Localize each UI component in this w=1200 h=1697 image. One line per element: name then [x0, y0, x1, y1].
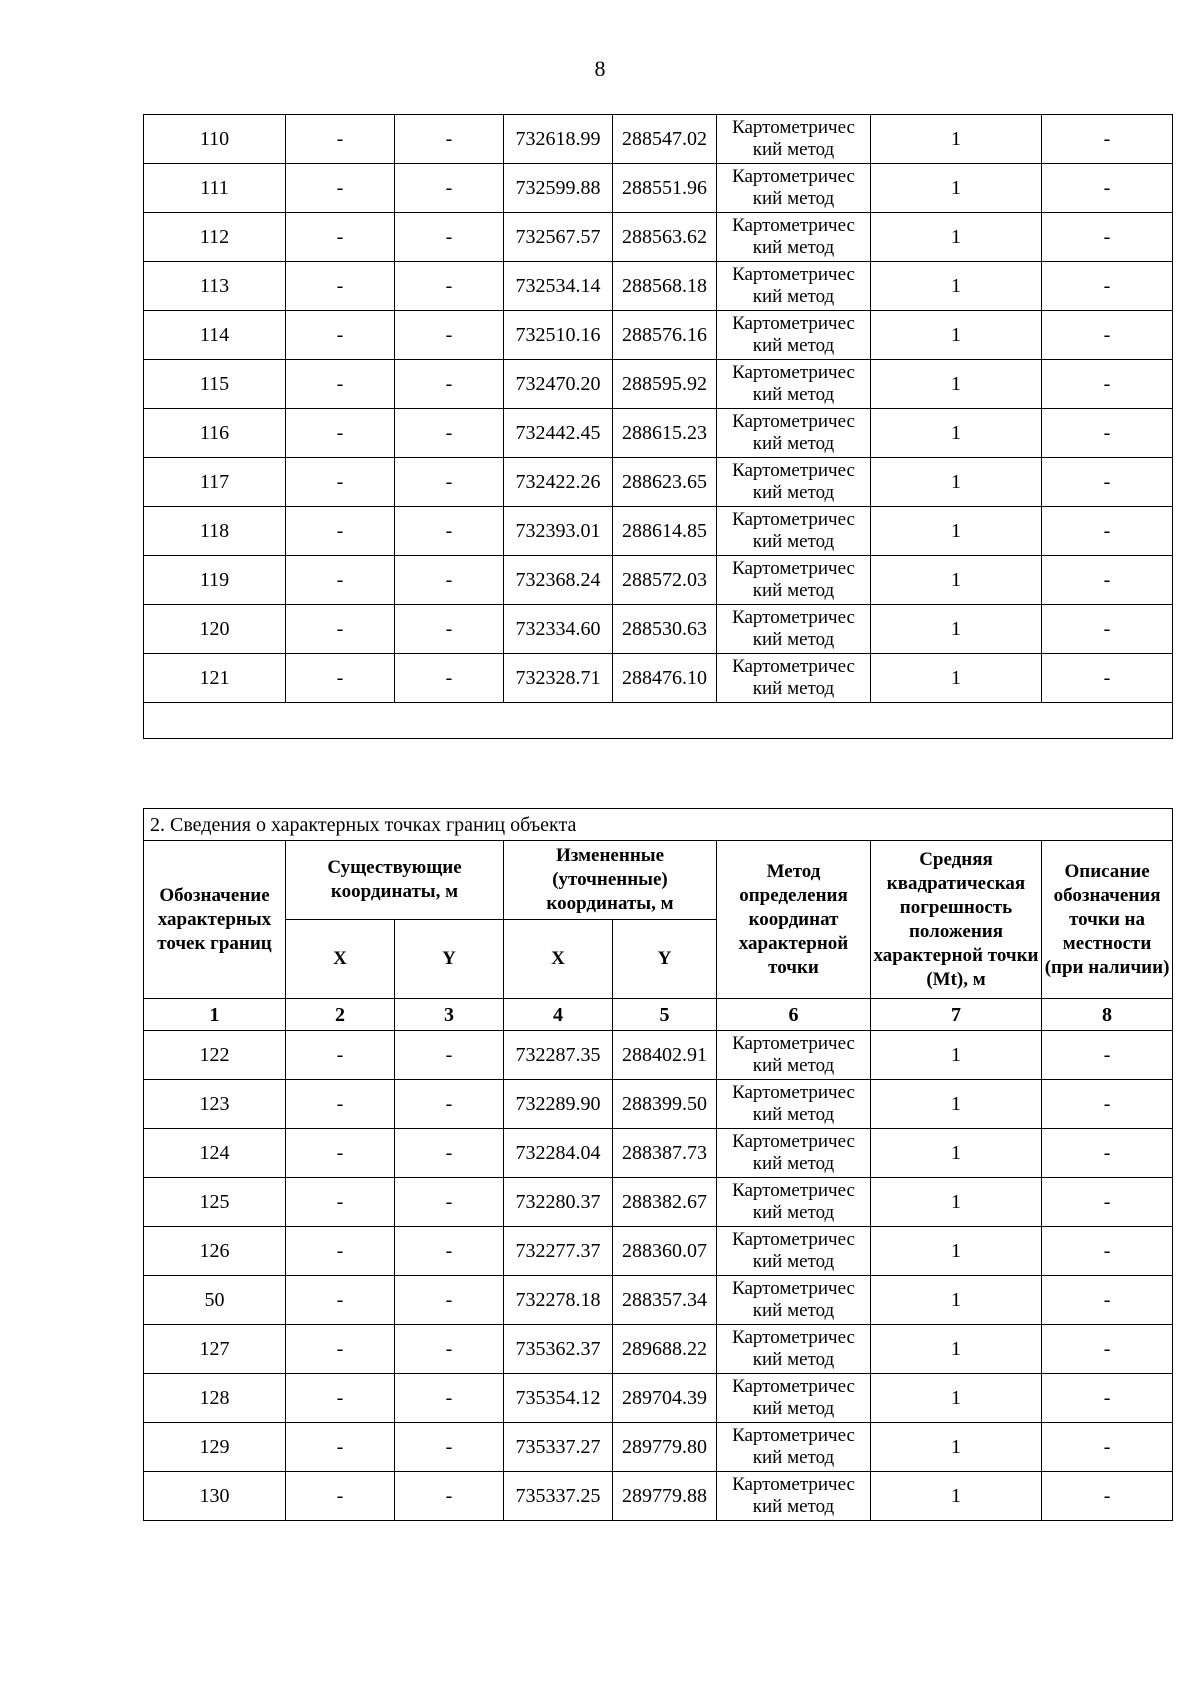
cell-point: 124: [144, 1129, 286, 1178]
cell-y: 288382.67: [613, 1178, 717, 1227]
cell-point: 112: [144, 213, 286, 262]
method-line: кий метод: [752, 237, 835, 258]
column-number: 8: [1042, 999, 1173, 1031]
table-row: [144, 311, 1173, 360]
cell-point: 119: [144, 556, 286, 605]
cell-mt: 1: [871, 115, 1042, 164]
cell-y: 288576.16: [613, 311, 717, 360]
table-row: [144, 507, 1173, 556]
cell-existing-x: -: [286, 1374, 395, 1423]
method-line: Картометричес: [732, 264, 855, 285]
cell-description: -: [1042, 1325, 1173, 1374]
cell-mt: 1: [871, 1080, 1042, 1129]
cell-existing-y: -: [395, 164, 504, 213]
column-number: 2: [286, 999, 395, 1031]
cell-existing-y: -: [395, 1178, 504, 1227]
cell-point: 121: [144, 654, 286, 703]
table-row: [144, 1423, 1173, 1472]
cell-existing-x: -: [286, 556, 395, 605]
cell-mt: 1: [871, 360, 1042, 409]
cell-description: -: [1042, 605, 1173, 654]
cell-existing-y: -: [395, 262, 504, 311]
cell-method: [717, 360, 871, 409]
method-line: Картометричес: [732, 607, 855, 628]
cell-x: 732334.60: [504, 605, 613, 654]
table-row: [144, 654, 1173, 703]
method-line: кий метод: [752, 1447, 835, 1468]
coordinates-table-continued: [143, 114, 1173, 739]
cell-point: 113: [144, 262, 286, 311]
cell-x: 732599.88: [504, 164, 613, 213]
cell-description: -: [1042, 1276, 1173, 1325]
cell-description: -: [1042, 262, 1173, 311]
method-line: Картометричес: [732, 1180, 855, 1201]
cell-point: 50: [144, 1276, 286, 1325]
cell-existing-x: -: [286, 1227, 395, 1276]
cell-point: 118: [144, 507, 286, 556]
cell-y: 288572.03: [613, 556, 717, 605]
cell-mt: 1: [871, 311, 1042, 360]
column-number: 7: [871, 999, 1042, 1031]
method-line: кий метод: [752, 1251, 835, 1272]
cell-existing-y: -: [395, 507, 504, 556]
cell-method: [717, 605, 871, 654]
method-line: кий метод: [752, 1349, 835, 1370]
cell-x: 732510.16: [504, 311, 613, 360]
header-description: Описание обозначения точки на местности (при наличии): [1042, 841, 1173, 999]
cell-mt: 1: [871, 1374, 1042, 1423]
cell-x: 732442.45: [504, 409, 613, 458]
table-row: [144, 360, 1173, 409]
cell-existing-y: -: [395, 360, 504, 409]
cell-y: 288615.23: [613, 409, 717, 458]
cell-point: 123: [144, 1080, 286, 1129]
cell-existing-y: -: [395, 458, 504, 507]
cell-point: 126: [144, 1227, 286, 1276]
cell-point: 116: [144, 409, 286, 458]
cell-description: -: [1042, 1374, 1173, 1423]
cell-existing-y: -: [395, 1031, 504, 1080]
cell-existing-x: -: [286, 311, 395, 360]
cell-y: 289688.22: [613, 1325, 717, 1374]
cell-point: 125: [144, 1178, 286, 1227]
method-line: Картометричес: [732, 1082, 855, 1103]
header-changed-coords: Измененные (уточненные) координаты, м: [504, 841, 717, 920]
cell-description: -: [1042, 507, 1173, 556]
table-row: [144, 1178, 1173, 1227]
cell-x: 735362.37: [504, 1325, 613, 1374]
cell-y: 289779.80: [613, 1423, 717, 1472]
cell-point: 117: [144, 458, 286, 507]
cell-existing-x: -: [286, 1423, 395, 1472]
cell-x: 732328.71: [504, 654, 613, 703]
column-number: 3: [395, 999, 504, 1031]
cell-x: 732393.01: [504, 507, 613, 556]
method-line: кий метод: [752, 433, 835, 454]
table-row: [144, 1031, 1173, 1080]
cell-x: 735354.12: [504, 1374, 613, 1423]
cell-method: [717, 1129, 871, 1178]
table-row: [144, 115, 1173, 164]
cell-existing-y: -: [395, 1129, 504, 1178]
cell-y: 288402.91: [613, 1031, 717, 1080]
cell-existing-y: -: [395, 409, 504, 458]
cell-mt: 1: [871, 605, 1042, 654]
table-row: [144, 262, 1173, 311]
cell-x: 732618.99: [504, 115, 613, 164]
table-row: [144, 556, 1173, 605]
cell-x: 732289.90: [504, 1080, 613, 1129]
cell-x: 735337.25: [504, 1472, 613, 1521]
cell-y: 288399.50: [613, 1080, 717, 1129]
method-line: Картометричес: [732, 460, 855, 481]
cell-existing-x: -: [286, 262, 395, 311]
cell-y: 288563.62: [613, 213, 717, 262]
cell-description: -: [1042, 115, 1173, 164]
cell-y: 288595.92: [613, 360, 717, 409]
cell-method: [717, 1178, 871, 1227]
cell-existing-y: -: [395, 1276, 504, 1325]
cell-y: 288530.63: [613, 605, 717, 654]
cell-existing-x: -: [286, 164, 395, 213]
cell-method: [717, 311, 871, 360]
cell-existing-y: -: [395, 1325, 504, 1374]
cell-method: [717, 115, 871, 164]
cell-y: 288387.73: [613, 1129, 717, 1178]
cell-existing-y: -: [395, 605, 504, 654]
cell-description: -: [1042, 1178, 1173, 1227]
cell-mt: 1: [871, 1423, 1042, 1472]
cell-x: 732567.57: [504, 213, 613, 262]
cell-description: -: [1042, 556, 1173, 605]
cell-existing-x: -: [286, 115, 395, 164]
cell-method: [717, 458, 871, 507]
table-row: [144, 458, 1173, 507]
method-line: Картометричес: [732, 1229, 855, 1250]
method-line: кий метод: [752, 286, 835, 307]
method-line: кий метод: [752, 1496, 835, 1517]
cell-mt: 1: [871, 1031, 1042, 1080]
cell-method: [717, 1325, 871, 1374]
cell-method: [717, 1472, 871, 1521]
method-line: кий метод: [752, 188, 835, 209]
column-numbers-row: [144, 999, 1173, 1031]
cell-method: [717, 409, 871, 458]
method-line: кий метод: [752, 139, 835, 160]
method-line: кий метод: [752, 384, 835, 405]
cell-mt: 1: [871, 1276, 1042, 1325]
method-line: Картометричес: [732, 362, 855, 383]
cell-point: 127: [144, 1325, 286, 1374]
cell-point: 110: [144, 115, 286, 164]
cell-mt: 1: [871, 1227, 1042, 1276]
method-line: Картометричес: [732, 1425, 855, 1446]
header-mt: Средняя квадратическая погрешность положения характерной точки (Mt), м: [871, 841, 1042, 999]
method-line: Картометричес: [732, 1474, 855, 1495]
header-method: Метод определения координат характерной точки: [717, 841, 871, 999]
cell-y: 288360.07: [613, 1227, 717, 1276]
cell-mt: 1: [871, 1129, 1042, 1178]
cell-x: 732368.24: [504, 556, 613, 605]
header-point: Обозначение характерных точек границ: [144, 841, 286, 999]
cell-x: 735337.27: [504, 1423, 613, 1472]
method-line: кий метод: [752, 531, 835, 552]
cell-y: 288357.34: [613, 1276, 717, 1325]
cell-x: 732284.04: [504, 1129, 613, 1178]
header-existing-x: X: [286, 920, 395, 999]
cell-mt: 1: [871, 262, 1042, 311]
cell-method: [717, 1276, 871, 1325]
cell-description: -: [1042, 1227, 1173, 1276]
cell-point: 120: [144, 605, 286, 654]
cell-existing-y: -: [395, 1374, 504, 1423]
cell-existing-x: -: [286, 213, 395, 262]
table-row: [144, 1374, 1173, 1423]
cell-method: [717, 1423, 871, 1472]
header-existing-y: Y: [395, 920, 504, 999]
cell-description: -: [1042, 164, 1173, 213]
cell-y: 289779.88: [613, 1472, 717, 1521]
method-line: Картометричес: [732, 313, 855, 334]
cell-mt: 1: [871, 458, 1042, 507]
table-row: [144, 1472, 1173, 1521]
header-existing-coords: Существующие координаты, м: [286, 841, 504, 920]
cell-method: [717, 262, 871, 311]
cell-method: [717, 507, 871, 556]
cell-existing-x: -: [286, 1276, 395, 1325]
table-row: [144, 213, 1173, 262]
method-line: Картометричес: [732, 411, 855, 432]
table-row: [144, 1276, 1173, 1325]
cell-description: -: [1042, 458, 1173, 507]
cell-point: 129: [144, 1423, 286, 1472]
page-number: 8: [594, 56, 606, 81]
method-line: Картометричес: [732, 215, 855, 236]
cell-point: 128: [144, 1374, 286, 1423]
method-line: Картометричес: [732, 656, 855, 677]
cell-mt: 1: [871, 654, 1042, 703]
cell-description: -: [1042, 360, 1173, 409]
cell-mt: 1: [871, 409, 1042, 458]
method-line: Картометричес: [732, 509, 855, 530]
cell-method: [717, 1374, 871, 1423]
cell-mt: 1: [871, 1472, 1042, 1521]
cell-description: -: [1042, 1129, 1173, 1178]
cell-existing-x: -: [286, 1325, 395, 1374]
method-line: кий метод: [752, 1202, 835, 1223]
cell-mt: 1: [871, 507, 1042, 556]
cell-existing-x: -: [286, 654, 395, 703]
method-line: Картометричес: [732, 1327, 855, 1348]
cell-mt: 1: [871, 556, 1042, 605]
method-line: кий метод: [752, 482, 835, 503]
cell-y: 288476.10: [613, 654, 717, 703]
table-title: 2. Сведения о характерных точках границ объекта: [144, 809, 1173, 841]
method-line: Картометричес: [732, 1033, 855, 1054]
cell-existing-y: -: [395, 115, 504, 164]
method-line: Картометричес: [732, 117, 855, 138]
cell-description: -: [1042, 1031, 1173, 1080]
cell-existing-y: -: [395, 1227, 504, 1276]
cell-description: -: [1042, 654, 1173, 703]
cell-point: 122: [144, 1031, 286, 1080]
cell-existing-x: -: [286, 1472, 395, 1521]
table-row: [144, 164, 1173, 213]
cell-existing-x: -: [286, 1178, 395, 1227]
cell-mt: 1: [871, 1325, 1042, 1374]
cell-existing-y: -: [395, 311, 504, 360]
table-row: [144, 1080, 1173, 1129]
cell-existing-y: -: [395, 1423, 504, 1472]
method-line: Картометричес: [732, 166, 855, 187]
method-line: Картометричес: [732, 1278, 855, 1299]
cell-y: 288547.02: [613, 115, 717, 164]
cell-existing-x: -: [286, 1031, 395, 1080]
table-title-row: [144, 809, 1173, 841]
cell-existing-x: -: [286, 605, 395, 654]
cell-mt: 1: [871, 164, 1042, 213]
cell-existing-x: -: [286, 360, 395, 409]
table-2-body: [144, 1031, 1173, 1521]
method-line: кий метод: [752, 629, 835, 650]
method-line: кий метод: [752, 335, 835, 356]
method-line: кий метод: [752, 1055, 835, 1076]
method-line: кий метод: [752, 1153, 835, 1174]
cell-existing-y: -: [395, 654, 504, 703]
column-number: 4: [504, 999, 613, 1031]
cell-y: 288551.96: [613, 164, 717, 213]
cell-existing-y: -: [395, 213, 504, 262]
method-line: кий метод: [752, 1300, 835, 1321]
cell-description: -: [1042, 1472, 1173, 1521]
cell-x: 732534.14: [504, 262, 613, 311]
cell-existing-x: -: [286, 458, 395, 507]
cell-point: 130: [144, 1472, 286, 1521]
cell-y: 289704.39: [613, 1374, 717, 1423]
empty-row: [144, 703, 1173, 739]
cell-description: -: [1042, 311, 1173, 360]
cell-x: 732422.26: [504, 458, 613, 507]
table-1-body: [144, 115, 1173, 703]
cell-existing-x: -: [286, 507, 395, 556]
cell-point: 111: [144, 164, 286, 213]
cell-method: [717, 556, 871, 605]
method-line: Картометричес: [732, 1131, 855, 1152]
cell-description: -: [1042, 1423, 1173, 1472]
cell-x: 732278.18: [504, 1276, 613, 1325]
table-row: [144, 409, 1173, 458]
table-row: [144, 605, 1173, 654]
cell-existing-x: -: [286, 409, 395, 458]
method-line: кий метод: [752, 580, 835, 601]
cell-method: [717, 213, 871, 262]
cell-point: 114: [144, 311, 286, 360]
table-row: [144, 1325, 1173, 1374]
column-number: 6: [717, 999, 871, 1031]
cell-mt: 1: [871, 213, 1042, 262]
cell-y: 288623.65: [613, 458, 717, 507]
cell-existing-y: -: [395, 556, 504, 605]
boundary-points-table: [143, 808, 1173, 1521]
header-changed-x: X: [504, 920, 613, 999]
cell-point: 115: [144, 360, 286, 409]
cell-existing-y: -: [395, 1080, 504, 1129]
cell-x: 732287.35: [504, 1031, 613, 1080]
method-line: кий метод: [752, 1398, 835, 1419]
cell-existing-x: -: [286, 1129, 395, 1178]
cell-x: 732277.37: [504, 1227, 613, 1276]
header-row-1: [144, 841, 1173, 920]
cell-x: 732470.20: [504, 360, 613, 409]
cell-method: [717, 654, 871, 703]
cell-existing-x: -: [286, 1080, 395, 1129]
table-row: [144, 1129, 1173, 1178]
cell-x: 732280.37: [504, 1178, 613, 1227]
cell-y: 288614.85: [613, 507, 717, 556]
header-changed-y: Y: [613, 920, 717, 999]
table-row: [144, 1227, 1173, 1276]
cell-y: 288568.18: [613, 262, 717, 311]
cell-description: -: [1042, 1080, 1173, 1129]
method-line: Картометричес: [732, 558, 855, 579]
cell-method: [717, 1031, 871, 1080]
cell-description: -: [1042, 213, 1173, 262]
method-line: кий метод: [752, 678, 835, 699]
column-number: 5: [613, 999, 717, 1031]
cell-mt: 1: [871, 1178, 1042, 1227]
cell-description: -: [1042, 409, 1173, 458]
method-line: Картометричес: [732, 1376, 855, 1397]
column-number: 1: [144, 999, 286, 1031]
cell-method: [717, 1080, 871, 1129]
cell-existing-y: -: [395, 1472, 504, 1521]
cell-method: [717, 1227, 871, 1276]
method-line: кий метод: [752, 1104, 835, 1125]
cell-method: [717, 164, 871, 213]
